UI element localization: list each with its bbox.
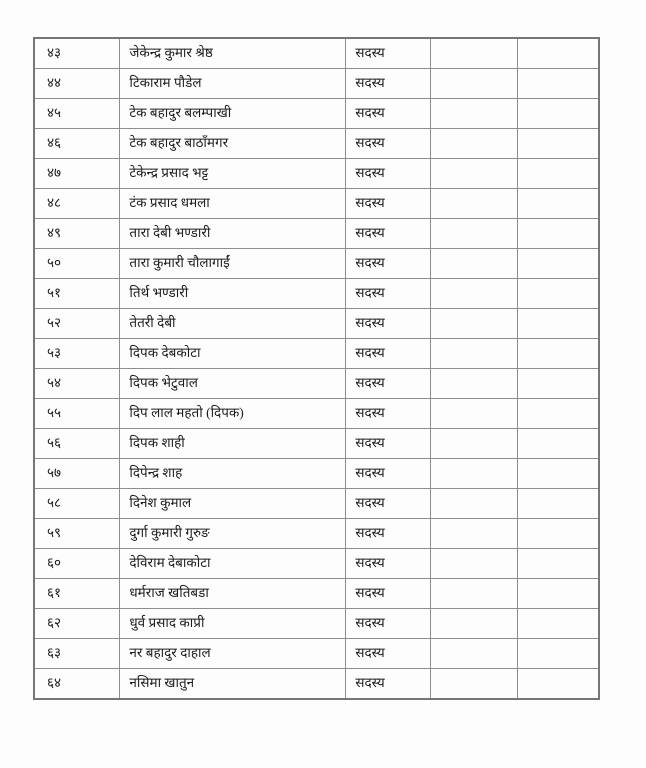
serial-number-cell: ५१: [34, 278, 120, 308]
table-row: [34, 158, 599, 188]
table-row: [34, 609, 599, 639]
empty-cell-1: [431, 519, 517, 549]
empty-cell-2: [517, 669, 599, 699]
empty-cell-2: [517, 68, 599, 98]
member-name-cell: तेतरी देबी: [120, 308, 346, 338]
table-row: [34, 68, 599, 98]
member-name-cell: देविराम देबाकोटा: [120, 549, 346, 579]
empty-cell-2: [517, 128, 599, 158]
member-name-cell: जेकेन्द्र कुमार श्रेष्ठ: [120, 38, 346, 68]
table-row: [34, 278, 599, 308]
role-cell: सदस्य: [346, 669, 431, 699]
empty-cell-1: [431, 68, 517, 98]
role-cell: सदस्य: [346, 368, 431, 398]
serial-number-cell: ५६: [34, 428, 120, 458]
table-row: [34, 338, 599, 368]
role-cell: सदस्य: [346, 278, 431, 308]
serial-number-cell: ६३: [34, 639, 120, 669]
empty-cell-1: [431, 669, 517, 699]
empty-cell-1: [431, 458, 517, 488]
empty-cell-1: [431, 38, 517, 68]
empty-cell-1: [431, 128, 517, 158]
role-cell: सदस्य: [346, 188, 431, 218]
member-name-cell: दिप लाल महतो (दिपक): [120, 398, 346, 428]
role-cell: सदस्य: [346, 308, 431, 338]
table-row: [34, 188, 599, 218]
member-name-cell: तारा कुमारी चौलागाईं: [120, 248, 346, 278]
members-table: [33, 37, 600, 700]
empty-cell-1: [431, 609, 517, 639]
empty-cell-2: [517, 458, 599, 488]
role-cell: सदस्य: [346, 338, 431, 368]
serial-number-cell: ४७: [34, 158, 120, 188]
empty-cell-2: [517, 368, 599, 398]
table-row: [34, 428, 599, 458]
member-name-cell: नसिमा खातुन: [120, 669, 346, 699]
empty-cell-1: [431, 338, 517, 368]
serial-number-cell: ५४: [34, 368, 120, 398]
empty-cell-2: [517, 519, 599, 549]
empty-cell-1: [431, 549, 517, 579]
empty-cell-2: [517, 579, 599, 609]
empty-cell-1: [431, 368, 517, 398]
empty-cell-2: [517, 428, 599, 458]
empty-cell-2: [517, 248, 599, 278]
empty-cell-1: [431, 308, 517, 338]
role-cell: सदस्य: [346, 158, 431, 188]
member-name-cell: नर बहादुर दाहाल: [120, 639, 346, 669]
table-row: [34, 579, 599, 609]
table-row: [34, 98, 599, 128]
serial-number-cell: ५८: [34, 488, 120, 518]
serial-number-cell: ४९: [34, 218, 120, 248]
empty-cell-1: [431, 98, 517, 128]
empty-cell-2: [517, 398, 599, 428]
empty-cell-2: [517, 639, 599, 669]
table-row: [34, 38, 599, 68]
member-name-cell: टंक प्रसाद धमला: [120, 188, 346, 218]
serial-number-cell: ४५: [34, 98, 120, 128]
empty-cell-1: [431, 579, 517, 609]
empty-cell-1: [431, 188, 517, 218]
table-row: [34, 218, 599, 248]
empty-cell-1: [431, 398, 517, 428]
empty-cell-1: [431, 428, 517, 458]
empty-cell-2: [517, 98, 599, 128]
member-name-cell: दिपक शाही: [120, 428, 346, 458]
role-cell: सदस्य: [346, 488, 431, 518]
member-name-cell: तारा देबी भण्डारी: [120, 218, 346, 248]
role-cell: सदस्य: [346, 248, 431, 278]
role-cell: सदस्य: [346, 98, 431, 128]
member-name-cell: टेकेन्द्र प्रसाद भट्ट: [120, 158, 346, 188]
role-cell: सदस्य: [346, 519, 431, 549]
member-name-cell: दिपेन्द्र शाह: [120, 458, 346, 488]
empty-cell-1: [431, 278, 517, 308]
serial-number-cell: ४६: [34, 128, 120, 158]
role-cell: सदस्य: [346, 398, 431, 428]
table-row: [34, 639, 599, 669]
table-row: [34, 669, 599, 699]
member-name-cell: टेक बहादुर बलम्पाखी: [120, 98, 346, 128]
member-name-cell: दिपक देबकोटा: [120, 338, 346, 368]
table-row: [34, 488, 599, 518]
role-cell: सदस्य: [346, 128, 431, 158]
members-table-body: [34, 38, 599, 699]
empty-cell-2: [517, 609, 599, 639]
serial-number-cell: ६०: [34, 549, 120, 579]
serial-number-cell: ५०: [34, 248, 120, 278]
empty-cell-2: [517, 308, 599, 338]
table-row: [34, 128, 599, 158]
empty-cell-2: [517, 488, 599, 518]
serial-number-cell: ४४: [34, 68, 120, 98]
member-name-cell: दिनेश कुमाल: [120, 488, 346, 518]
role-cell: सदस्य: [346, 68, 431, 98]
empty-cell-2: [517, 278, 599, 308]
role-cell: सदस्य: [346, 639, 431, 669]
empty-cell-2: [517, 549, 599, 579]
role-cell: सदस्य: [346, 428, 431, 458]
serial-number-cell: ५७: [34, 458, 120, 488]
serial-number-cell: ४८: [34, 188, 120, 218]
role-cell: सदस्य: [346, 458, 431, 488]
serial-number-cell: ५२: [34, 308, 120, 338]
empty-cell-2: [517, 158, 599, 188]
role-cell: सदस्य: [346, 579, 431, 609]
role-cell: सदस्य: [346, 218, 431, 248]
table-row: [34, 248, 599, 278]
member-name-cell: तिर्थ भण्डारी: [120, 278, 346, 308]
empty-cell-1: [431, 639, 517, 669]
table-row: [34, 368, 599, 398]
serial-number-cell: ४३: [34, 38, 120, 68]
role-cell: सदस्य: [346, 549, 431, 579]
empty-cell-1: [431, 218, 517, 248]
empty-cell-2: [517, 338, 599, 368]
table-row: [34, 519, 599, 549]
member-name-cell: दिपक भेटुवाल: [120, 368, 346, 398]
table-row: [34, 549, 599, 579]
serial-number-cell: ५५: [34, 398, 120, 428]
empty-cell-2: [517, 38, 599, 68]
member-name-cell: धर्मराज खतिबडा: [120, 579, 346, 609]
member-name-cell: धुर्व प्रसाद काप्री: [120, 609, 346, 639]
role-cell: सदस्य: [346, 609, 431, 639]
empty-cell-1: [431, 488, 517, 518]
member-name-cell: टेक बहादुर बाठाँमगर: [120, 128, 346, 158]
serial-number-cell: ५३: [34, 338, 120, 368]
serial-number-cell: ६२: [34, 609, 120, 639]
empty-cell-1: [431, 158, 517, 188]
table-row: [34, 398, 599, 428]
serial-number-cell: ६१: [34, 579, 120, 609]
role-cell: सदस्य: [346, 38, 431, 68]
empty-cell-2: [517, 218, 599, 248]
table-row: [34, 458, 599, 488]
serial-number-cell: ५९: [34, 519, 120, 549]
empty-cell-1: [431, 248, 517, 278]
table-row: [34, 308, 599, 338]
empty-cell-2: [517, 188, 599, 218]
member-name-cell: टिकाराम पौडेल: [120, 68, 346, 98]
member-name-cell: दुर्गा कुमारी गुरुङ: [120, 519, 346, 549]
serial-number-cell: ६४: [34, 669, 120, 699]
